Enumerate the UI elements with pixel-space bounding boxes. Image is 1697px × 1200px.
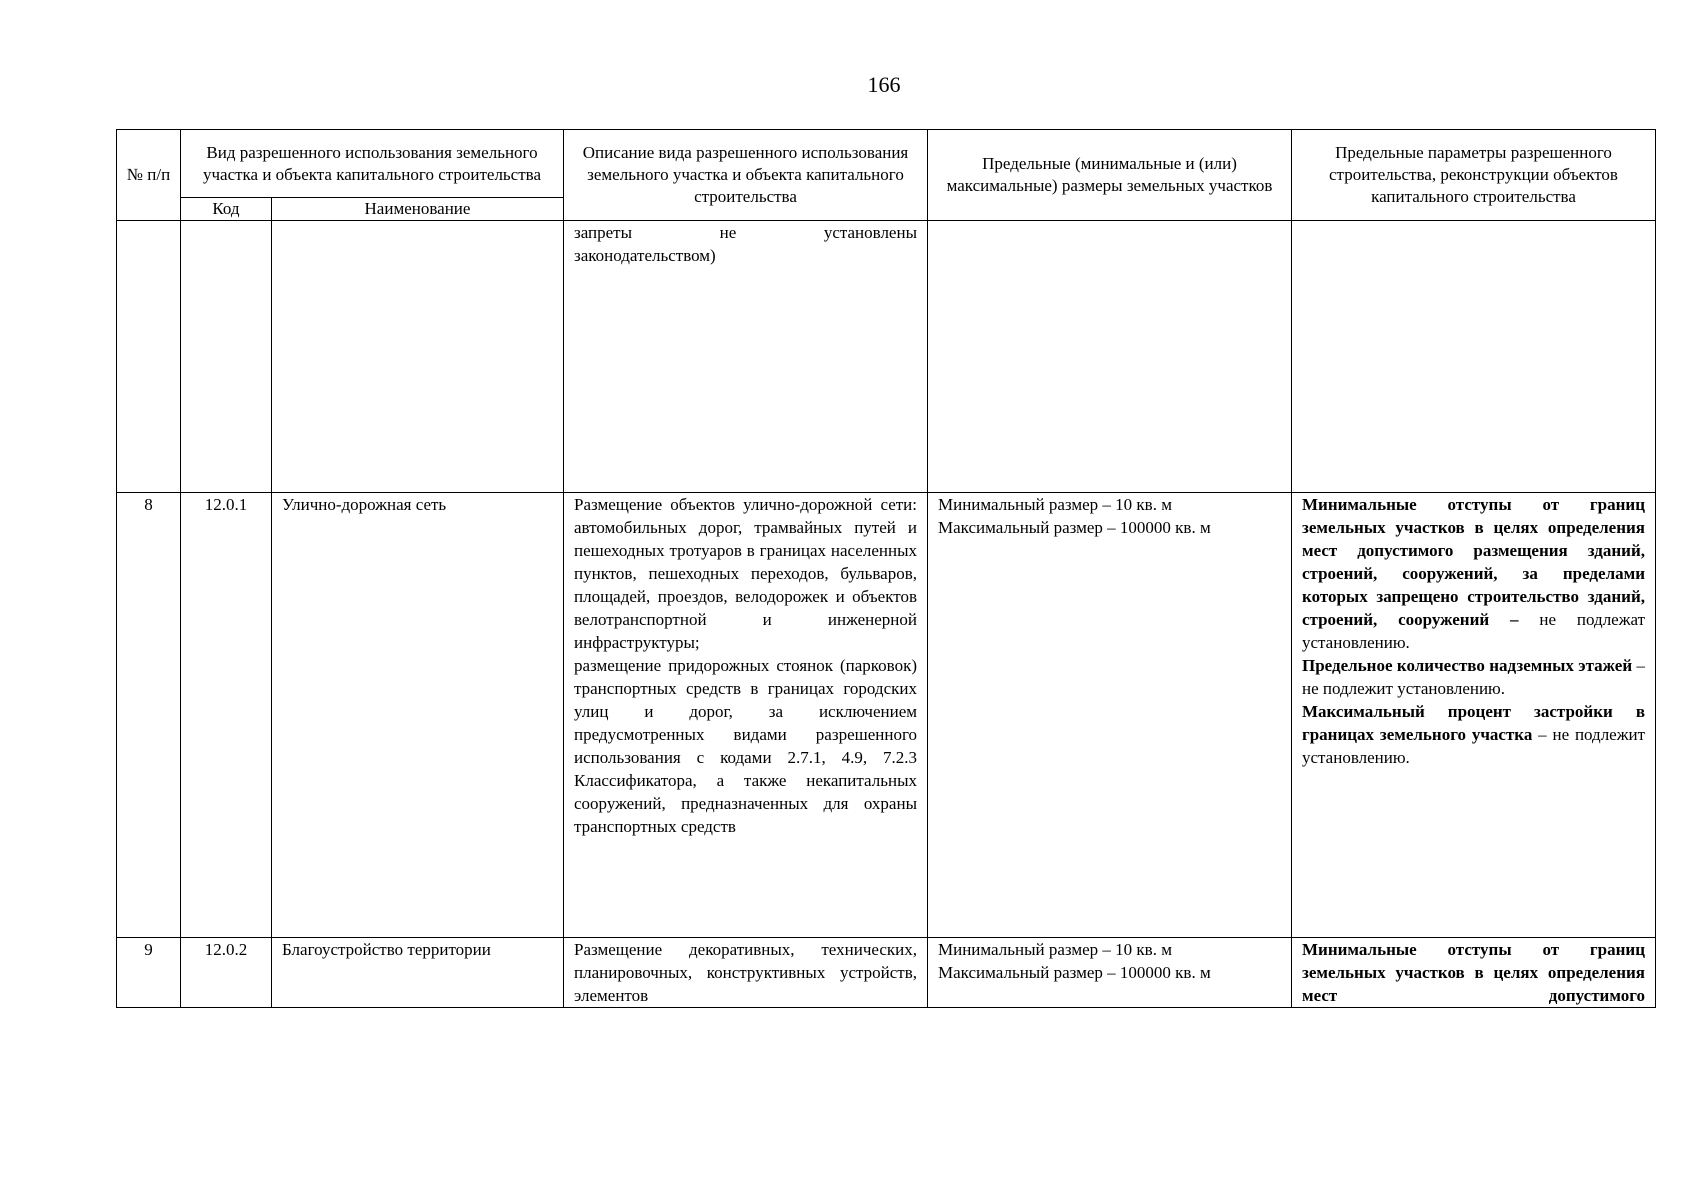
- header-name: Наименование: [272, 198, 564, 221]
- sizes-max: Максимальный размер – 100000 кв. м: [938, 518, 1211, 537]
- row-code: [181, 221, 272, 493]
- description-paragraph: размещение придорожных стоянок (парковок) транспортных средств в границах городских улиц и дорог, за исключением предусмотренных видами разрешенного использования с кодами 2.7.1, 4.9, 7.2.3 Классификатора, а также некапитальных сооружений, предназначенных для охраны транспортных средств: [574, 656, 917, 836]
- row-name: [272, 221, 564, 493]
- row-name: Благоустройство территории: [272, 938, 564, 1008]
- params-paragraph: [1302, 938, 1645, 1007]
- params-text: – не подлежит установлению.: [1302, 656, 1646, 698]
- description-paragraph: Размещение декоративных, технических, планировочных, конструктивных устройств, элементов: [574, 940, 917, 1005]
- description-paragraph: Размещение объектов улично-дорожной сети: автомобильных дорог, трамвайных путей и пешеходных тротуаров в границах населенных пунктов, пешеходных переходов, бульваров, площадей, проездов, велодорожек и объектов велотранспортной и инженерной инфраструктуры;: [574, 495, 917, 652]
- description-tail: законодательством): [574, 246, 716, 265]
- sizes-min: Минимальный размер – 10 кв. м: [938, 940, 1172, 959]
- header-description: Описание вида разрешенного использования земельного участка и объекта капитального строительства: [564, 130, 928, 221]
- table-row: [117, 493, 1656, 938]
- row-code: 12.0.2: [181, 938, 272, 1008]
- row-sizes: [928, 221, 1292, 493]
- params-paragraph: [1302, 493, 1645, 654]
- row-num: [117, 221, 181, 493]
- row-sizes: [928, 493, 1292, 938]
- row-params: [1292, 493, 1656, 938]
- table-row: [117, 938, 1656, 1008]
- row-params: [1292, 938, 1656, 1008]
- row-num: 9: [117, 938, 181, 1008]
- page-number: 166: [867, 72, 901, 97]
- header-num: № п/п: [117, 130, 181, 221]
- row-params: [1292, 221, 1656, 493]
- row-code: 12.0.1: [181, 493, 272, 938]
- params-paragraph: [1302, 700, 1645, 769]
- params-bold: Предельное количество надземных этажей: [1302, 656, 1633, 675]
- params-paragraph: [1302, 654, 1645, 700]
- regulation-table: [116, 129, 1656, 1008]
- header-params: Предельные параметры разрешенного строительства, реконструкции объектов капитального строительства: [1292, 130, 1656, 221]
- row-num: 8: [117, 493, 181, 938]
- row-name: Улично-дорожная сеть: [272, 493, 564, 938]
- row-description: [564, 221, 928, 493]
- description-line: запреты не установлены: [574, 223, 917, 242]
- sizes-min: Минимальный размер – 10 кв. м: [938, 495, 1172, 514]
- params-text: не подлежат установлению.: [1302, 610, 1645, 652]
- params-text: – не подлежит установлению.: [1302, 725, 1646, 767]
- header-sizes: Предельные (минимальные и (или) максимальные) размеры земельных участков: [928, 130, 1292, 221]
- header-code: Код: [181, 198, 272, 221]
- row-description: [564, 938, 928, 1008]
- row-sizes: [928, 938, 1292, 1008]
- header-group: Вид разрешенного использования земельного участка и объекта капитального строительства: [181, 130, 564, 198]
- row-description: [564, 493, 928, 938]
- table-row: [117, 221, 1656, 493]
- params-bold: Минимальные отступы от границ земельных участков в целях определения мест допустимого размещения зданий, строений, сооружений, за пределами которых запрещено строительство зданий, строений, сооружений –: [1302, 495, 1645, 629]
- params-bold: Максимальный процент застройки в границах земельного участка: [1302, 702, 1645, 744]
- sizes-max: Максимальный размер – 100000 кв. м: [938, 963, 1211, 982]
- params-bold: Минимальные отступы от границ земельных участков в целях определения мест допустимого: [1302, 940, 1645, 1005]
